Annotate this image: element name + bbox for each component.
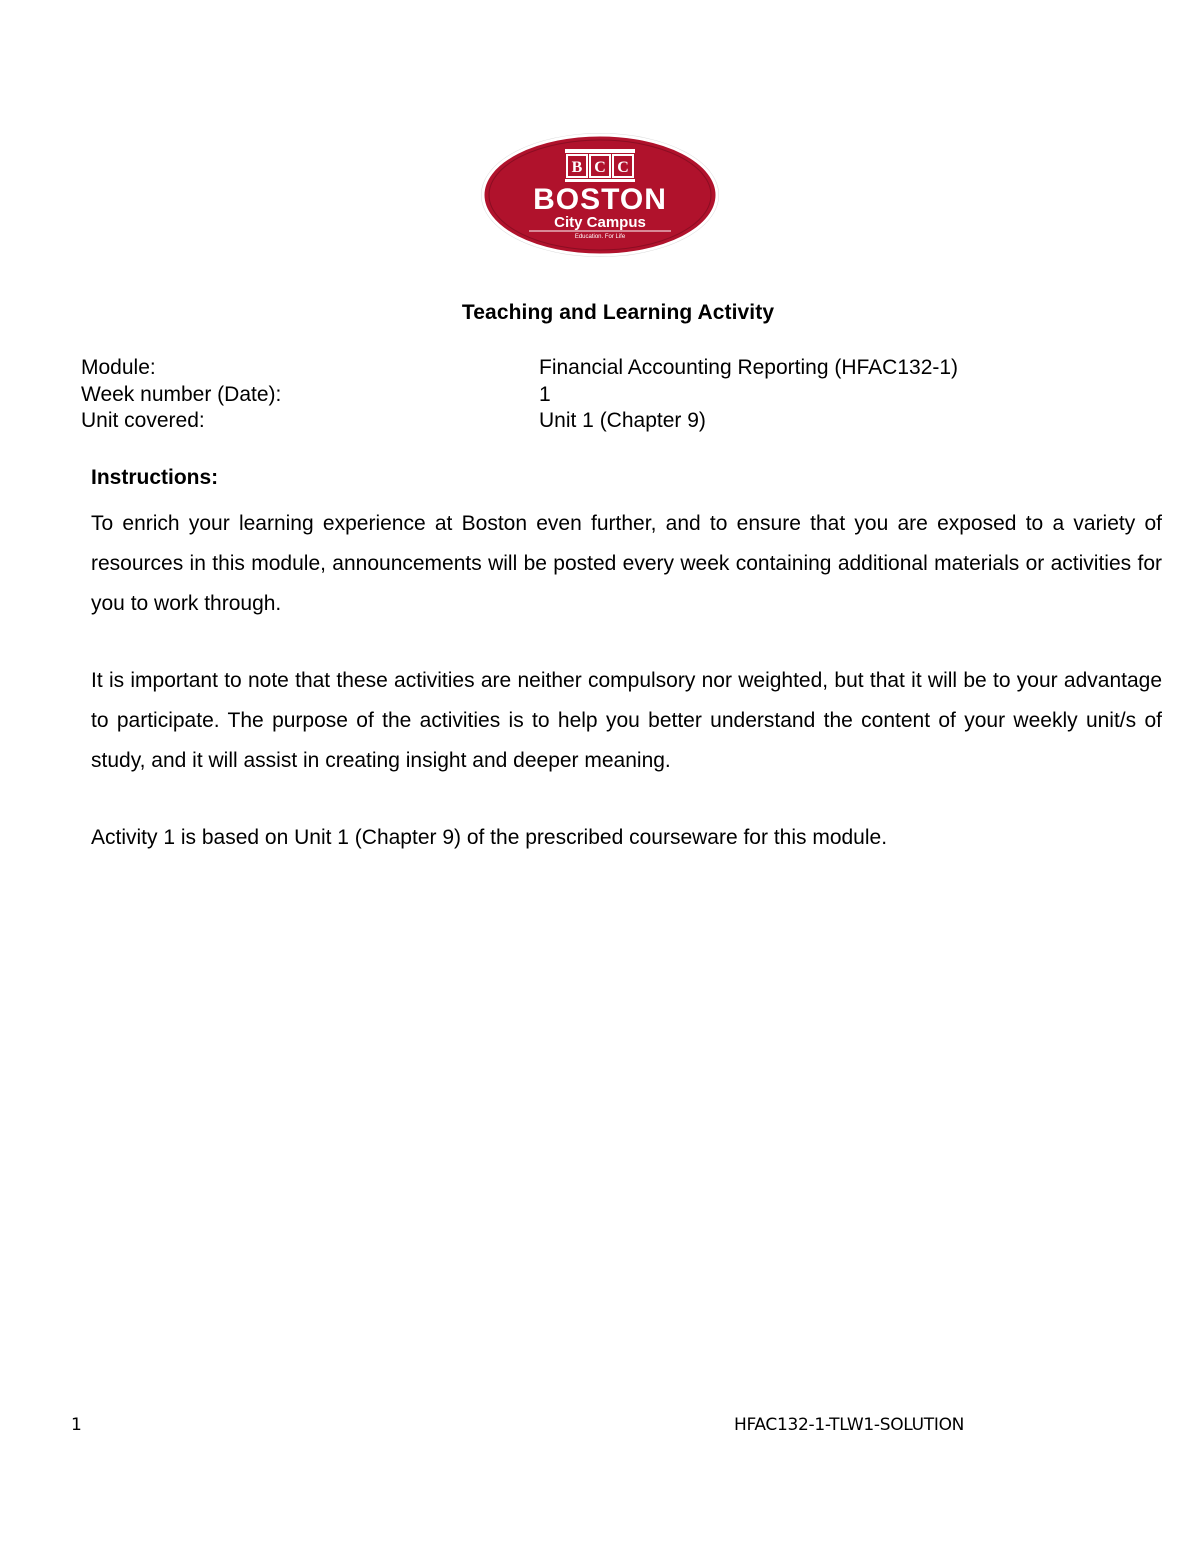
instructions-heading: Instructions: [91,466,219,489]
svg-text:City Campus: City Campus [554,214,646,231]
unit-covered-value: Unit 1 (Chapter 9) [539,409,706,432]
module-label: Module: [81,356,156,379]
svg-text:C: C [594,159,606,176]
svg-text:C: C [617,159,629,176]
document-title: Teaching and Learning Activity [461,301,775,324]
svg-text:Education. For Life: Education. For Life [574,234,626,240]
week-number-value: 1 [539,382,551,406]
module-value: Financial Accounting Reporting (HFAC132-1) [539,356,959,379]
unit-covered-label: Unit covered: [81,409,205,432]
svg-text:BOSTON: BOSTON [533,183,667,216]
page-number: 1 [71,1415,82,1435]
svg-text:B: B [571,159,583,176]
document-code: HFAC132-1-TLW1-SOLUTION [734,1415,965,1435]
instructions-paragraph-1: To enrich your learning experience at Boston even further, and to ensure that you are exposed to a variety of resources in this module, announcements will be posted every week containing additional materials or activities for you to work through. [91,512,1162,615]
instructions-paragraph-2: It is important to note that these activities are neither compulsory nor weighted, but that it will be to your advantage to participate. The purpose of the activities is to help you better understand the content of your weekly unit/s of study, and it will assist in creating insight and deeper meaning. [91,669,1162,772]
week-number-label: Week number (Date): [81,382,282,406]
boston-city-campus-logo [479,131,721,259]
instructions-section [91,463,1162,858]
instructions-paragraph-3: Activity 1 is based on Unit 1 (Chapter 9) of the prescribed courseware for this module. [91,826,888,849]
